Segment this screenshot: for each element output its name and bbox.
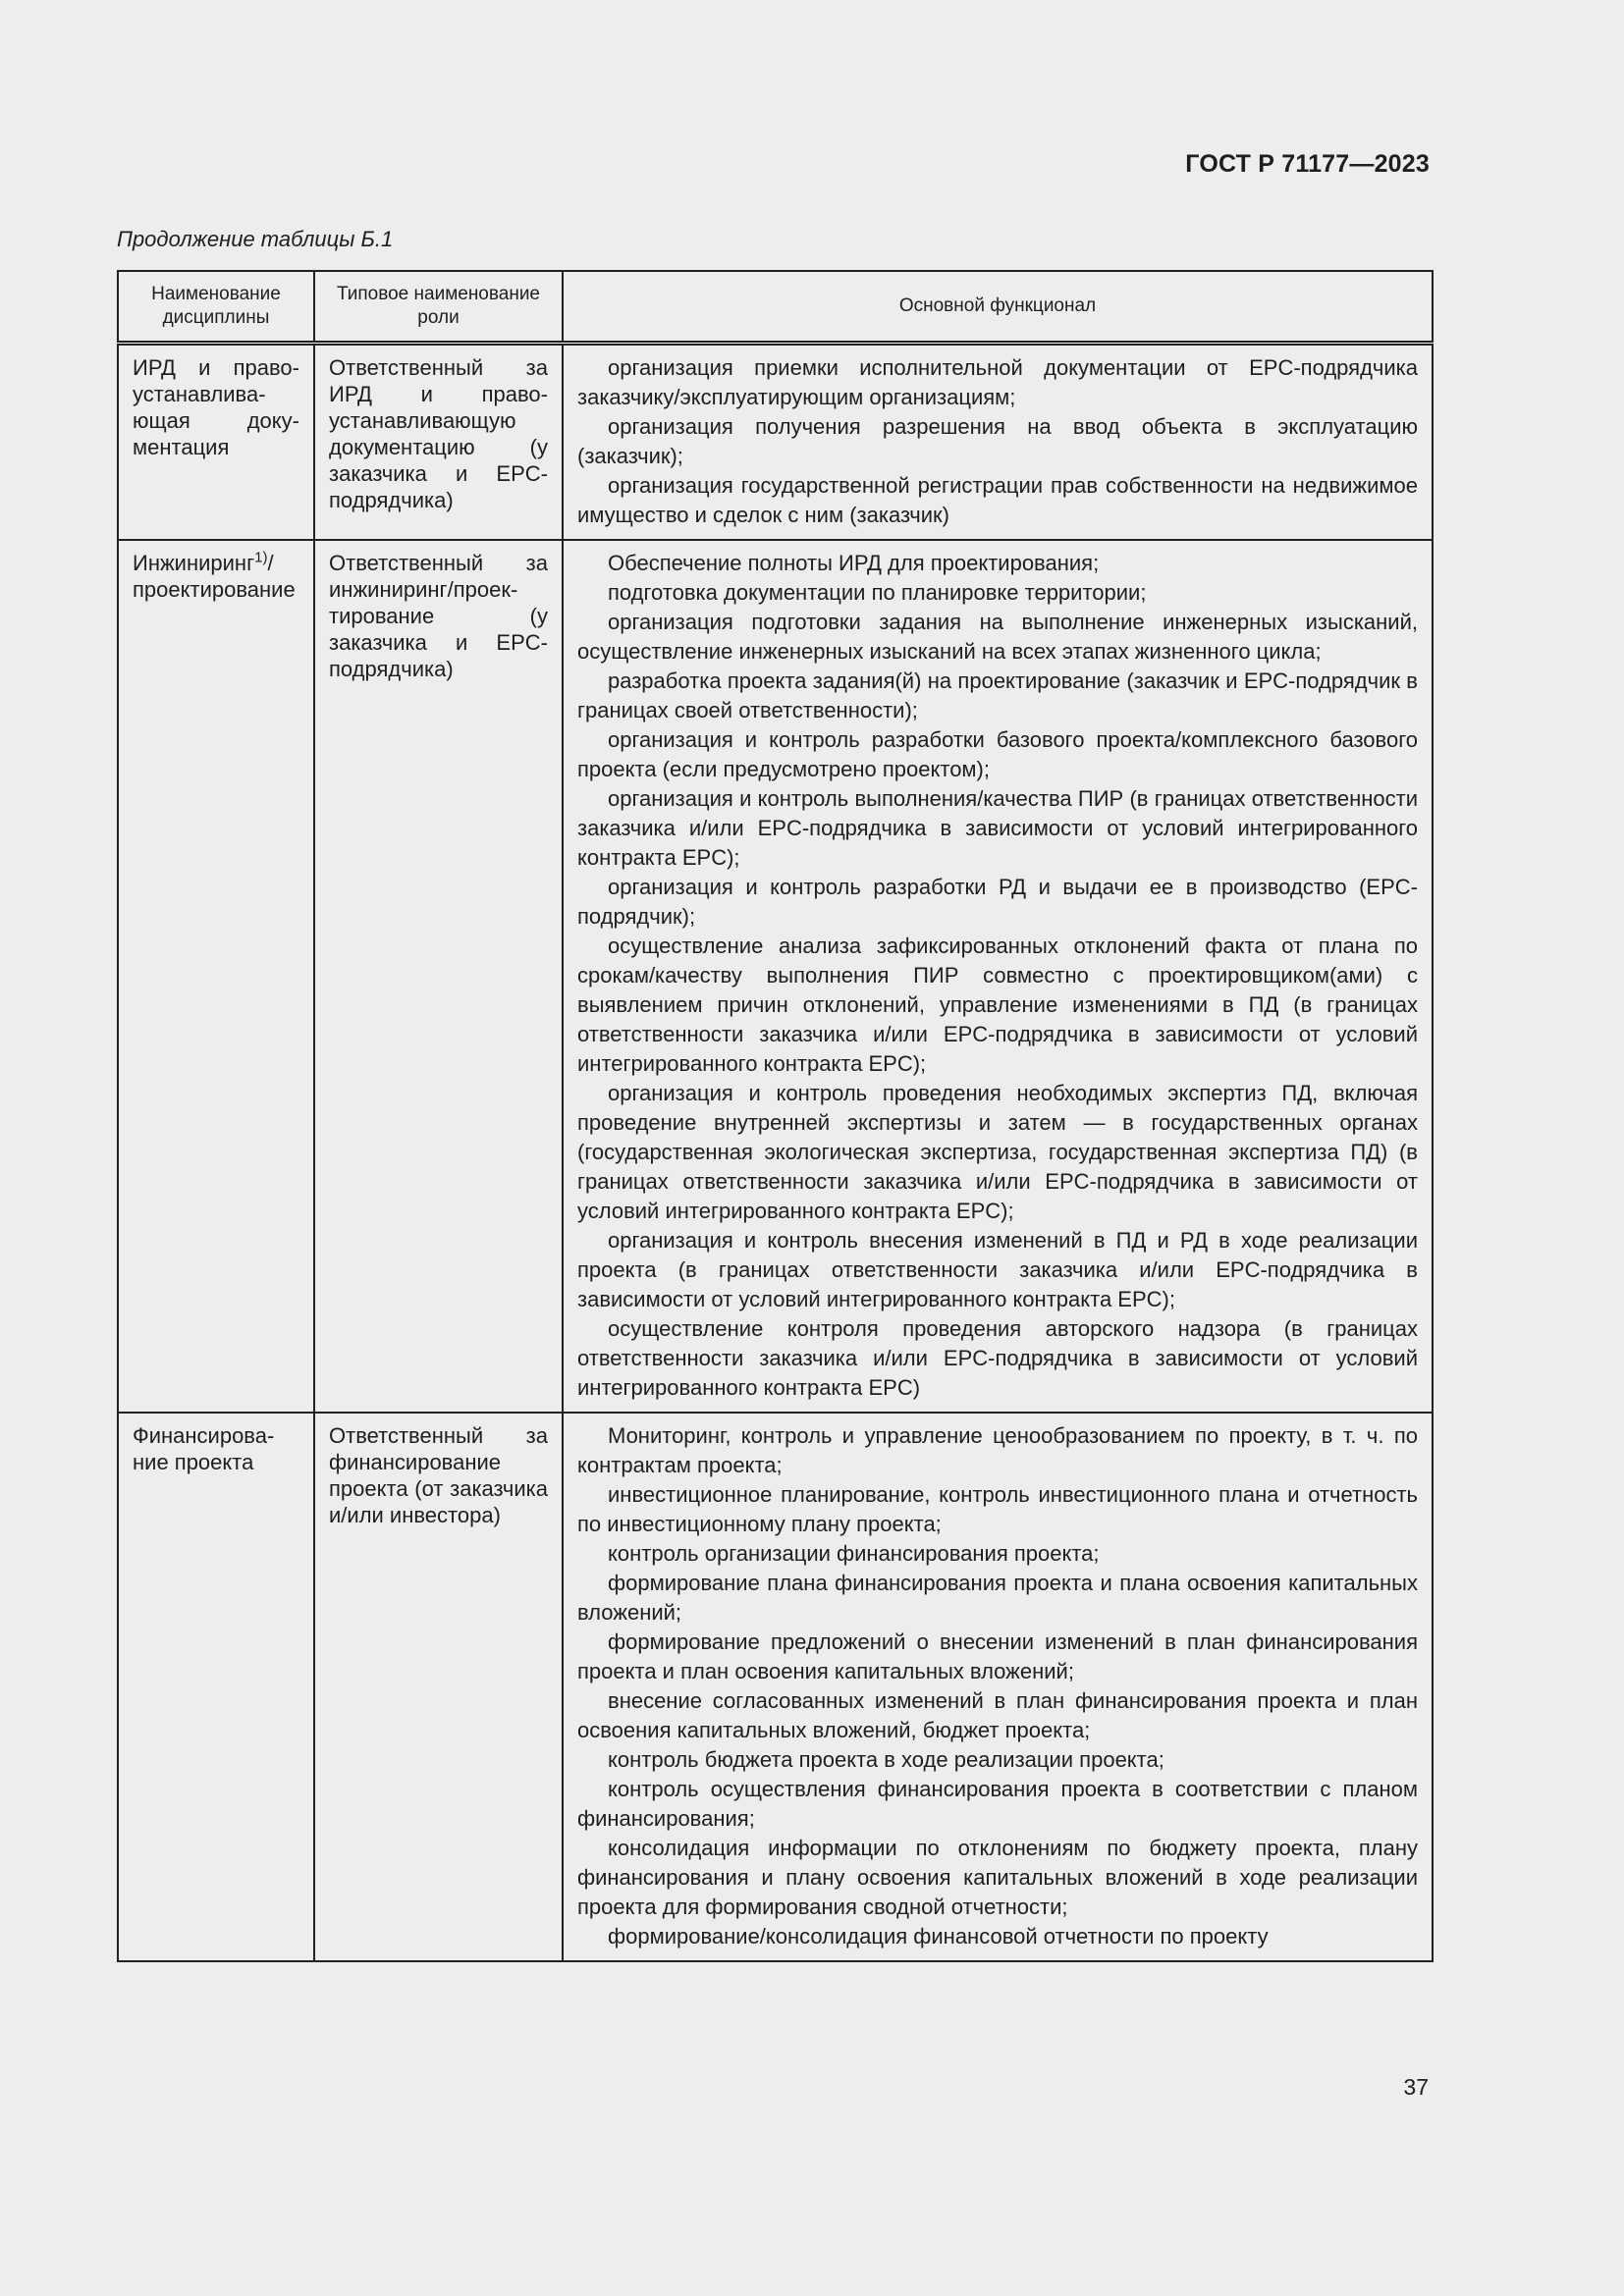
role-cell: Ответственный за инжиниринг/проектирование (у заказчика и EPC-подрядчика) [314, 540, 563, 1413]
function-item: Мониторинг, контроль и управление ценообразованием по проекту, в т. ч. по контрактам проекта; [577, 1423, 1418, 1477]
header-discipline: Наименование дисциплины [118, 271, 314, 344]
function-item: осуществление контроля проведения авторского надзора (в границах ответственности заказчика и/или EPC-подрядчика в зависимости от условий интегрированного контракта EPC) [577, 1316, 1418, 1400]
discipline-text: Инжиниринг [133, 551, 255, 575]
function-item: контроль осуществления финансирования проекта в соответствии с планом финансирования; [577, 1777, 1418, 1831]
functions-cell [563, 540, 1433, 1413]
function-item: формирование/консолидация финансовой отчетности по проекту [608, 1924, 1269, 1949]
header-functions: Основной функционал [563, 271, 1433, 344]
function-item: разработка проекта задания(й) на проектирование (заказчик и EPC-подрядчик в границах своей ответственности); [577, 668, 1418, 722]
discipline-cell: Финансирование проекта [118, 1413, 314, 1961]
role-cell: Ответственный за ИРД и правоустанавливающую документацию (у заказчика и EPC-подрядчика) [314, 344, 563, 541]
function-item: организация и контроль проведения необходимых экспертиз ПД, включая проведение внутренней экспертизы и затем — в государственных органах (государственная экологическая экспертиза, государственная экспертиза ПД) (в границах ответственности заказчика и/или EPC-подрядчика в зависимости от условий интегрированного контракта EPC); [577, 1081, 1418, 1223]
function-item: подготовка документации по планировке территории; [608, 580, 1147, 605]
functions-table [117, 270, 1434, 1962]
function-item: осуществление анализа зафиксированных отклонений факта от плана по срокам/качеству выполнения ПИР совместно с проектировщиком(ами) с выявлением причин отклонений, управление изменениями в ПД (в границах ответственности заказчика и/или EPC-подрядчика в зависимости от условий интегрированного контракта EPC); [577, 934, 1418, 1076]
table-row [118, 540, 1433, 1413]
table-header-row [118, 271, 1433, 344]
function-item: инвестиционное планирование, контроль инвестиционного плана и отчетность по инвестиционному плану проекта; [577, 1482, 1418, 1536]
discipline-cell [118, 540, 314, 1413]
function-item: организация и контроль разработки базового проекта/комплексного базового проекта (если предусмотрено проектом); [577, 727, 1418, 781]
role-cell: Ответственный за финансирование проекта (от заказчика и/или инвестора) [314, 1413, 563, 1961]
header-role: Типовое наименование роли [314, 271, 563, 344]
table-caption: Продолжение таблицы Б.1 [117, 227, 394, 251]
function-item: внесение согласованных изменений в план финансирования проекта и план освоения капитальных вложений, бюджет проекта; [577, 1688, 1418, 1742]
function-item: организация и контроль разработки РД и выдачи ее в производство (EPC-подрядчик); [577, 875, 1418, 929]
function-item: организация и контроль выполнения/качества ПИР (в границах ответственности заказчика и/или EPC-подрядчика в зависимости от условий интегрированного контракта EPC); [577, 786, 1418, 870]
footnote-marker: 1) [254, 549, 268, 566]
document-id: ГОСТ Р 71177—2023 [1185, 150, 1430, 178]
function-item: контроль бюджета проекта в ходе реализации проекта; [608, 1747, 1164, 1772]
discipline-text-rest: / проектирование [133, 551, 296, 602]
functions-cell [563, 344, 1433, 541]
function-item: Обеспечение полноты ИРД для проектирования; [608, 551, 1100, 575]
function-item: организация получения разрешения на ввод объекта в эксплуатацию (заказчик); [577, 414, 1418, 468]
functions-cell [563, 1413, 1433, 1961]
function-item: организация приемки исполнительной документации от EPC-подрядчика заказчику/эксплуатирующим организациям; [577, 355, 1418, 409]
page-number: 37 [1403, 2074, 1429, 2100]
function-item: консолидация информации по отклонениям по бюджету проекта, плану финансирования и плану освоения капитальных вложений в ходе реализации проекта для формирования сводной отчетности; [577, 1836, 1418, 1919]
function-item: формирование плана финансирования проекта и плана освоения капитальных вложений; [577, 1571, 1418, 1625]
table-row [118, 1413, 1433, 1961]
function-item: формирование предложений о внесении изменений в план финансирования проекта и план освоения капитальных вложений; [577, 1629, 1418, 1683]
function-item: контроль организации финансирования проекта; [608, 1541, 1100, 1566]
discipline-cell: ИРД и правоустанавливающая документация [118, 344, 314, 541]
table-row [118, 344, 1433, 541]
function-item: организация государственной регистрации прав собственности на недвижимое имущество и сделок с ним (заказчик) [577, 473, 1418, 527]
function-item: организация подготовки задания на выполнение инженерных изысканий, осуществление инженерных изысканий на всех этапах жизненного цикла; [577, 610, 1418, 664]
function-item: организация и контроль внесения изменений в ПД и РД в ходе реализации проекта (в границах ответственности заказчика и/или EPC-подрядчика в зависимости от условий интегрированного контракта EPC); [577, 1228, 1418, 1311]
